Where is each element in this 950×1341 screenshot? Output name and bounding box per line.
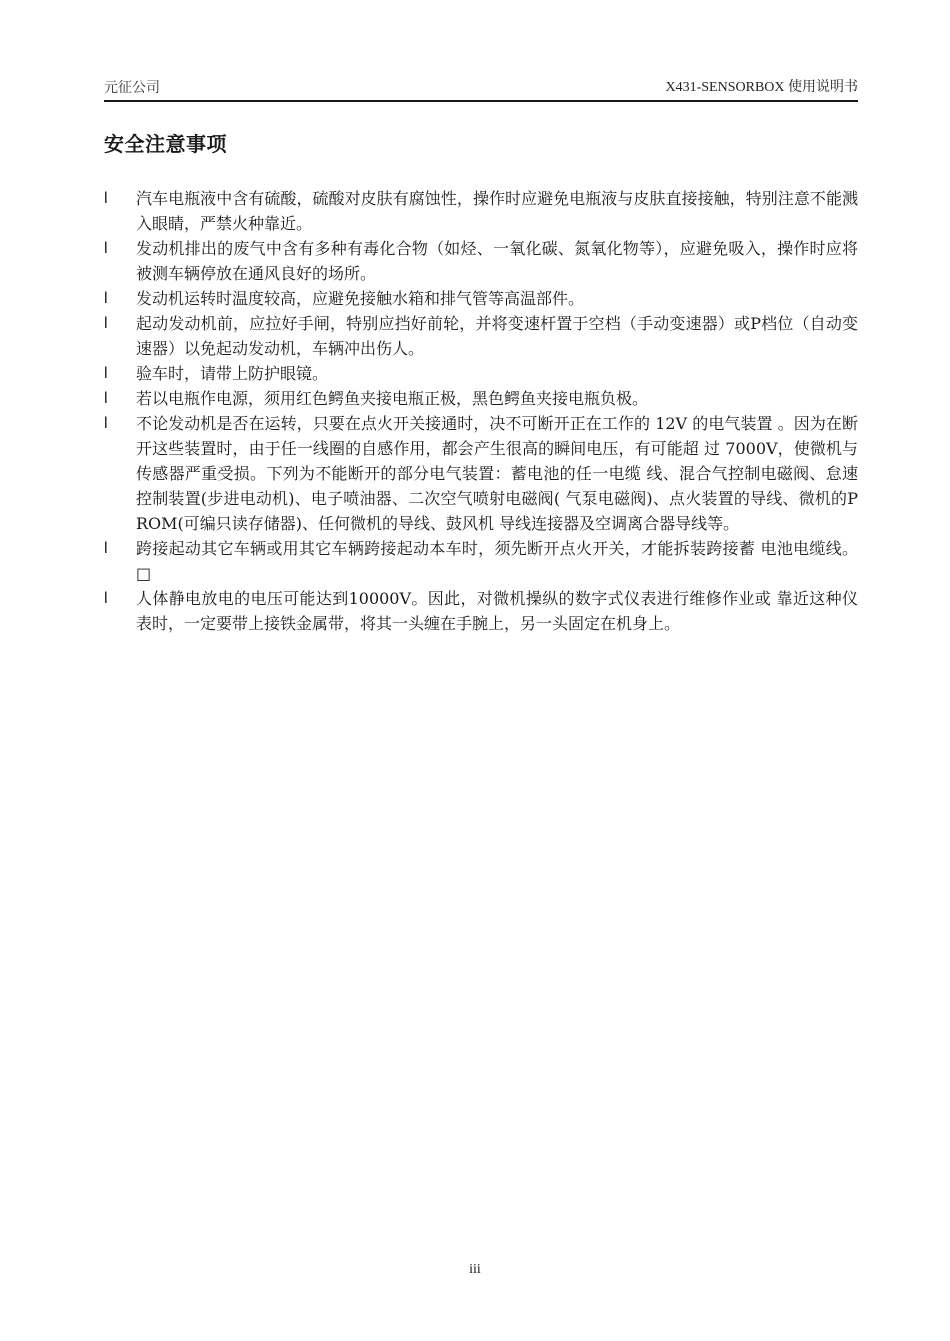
list-item-text: 发动机运转时温度较高，应避免接触水箱和排气管等高温部件。 (136, 289, 585, 308)
list-item-text: 人体静电放电的电压可能达到10000V。因此，对微机操纵的数字式仪表进行维修作业或 靠近这种仪表时，一定要带上接铁金属带，将其一头缠在手腕上，另一头固定在机身上。 (136, 589, 858, 633)
list-item (104, 386, 858, 411)
safety-notes-list (104, 186, 858, 636)
section-title: 安全注意事项 (104, 132, 227, 156)
bullet-icon: l (104, 315, 108, 332)
bullet-icon: l (104, 590, 108, 607)
bullet-icon: l (104, 365, 108, 382)
page-number: iii (469, 1262, 481, 1277)
list-item (104, 536, 858, 586)
list-item-text: 起动发动机前，应拉好手闸，特别应挡好前轮，并将变速杆置于空档（手动变速器）或P档位（自动变速器）以免起动发动机，车辆冲出伤人。 (136, 314, 858, 358)
list-item (104, 236, 858, 286)
header-company-name: 元征公司 (104, 80, 160, 96)
list-item-text: 不论发动机是否在运转，只要在点火开关接通时，决不可断开正在工作的 12V 的电气装置 。因为在断开这些装置时，由于任一线圈的自感作用，都会产生很高的瞬间电压，有可能超 过 7000V，使微机与传感器严重受损。下列为不能断开的部分电气装置：蓄电池的任一电缆 线、混合气控制电磁阀、怠速控制装置(步进电动机)、电子喷油器、二次空气喷射电磁阀( 气泵电磁阀)、点火装置的导线、微机的PROM(可编只读存储器)、任何微机的导线、鼓风机 导线连接器及空调离合器导线等。 (136, 414, 858, 533)
list-item (104, 286, 858, 311)
bullet-icon: l (104, 290, 108, 307)
list-item (104, 311, 858, 361)
list-item (104, 361, 858, 386)
bullet-icon: l (104, 190, 108, 207)
list-item-text: 跨接起动其它车辆或用其它车辆跨接起动本车时，须先断开点火开关，才能拆装跨接蓄 电池电缆线。□ (136, 539, 858, 583)
list-item (104, 186, 858, 236)
bullet-icon: l (104, 240, 108, 257)
bullet-icon: l (104, 540, 108, 557)
list-item (104, 411, 858, 536)
bullet-icon: l (104, 415, 108, 432)
list-item-text: 验车时，请带上防护眼镜。 (136, 364, 329, 383)
bullet-icon: l (104, 390, 108, 407)
header-document-title: X431-SENSORBOX 使用说明书 (665, 80, 858, 95)
list-item-text: 发动机排出的废气中含有多种有毒化合物（如烃、一氧化碳、氮氧化物等），应避免吸入，操作时应将被测车辆停放在通风良好的场所。 (136, 239, 858, 283)
list-item (104, 586, 858, 636)
list-item-text: 汽车电瓶液中含有硫酸，硫酸对皮肤有腐蚀性，操作时应避免电瓶液与皮肤直接接触，特别注意不能溅入眼睛，严禁火种靠近。 (136, 189, 858, 233)
list-item-text: 若以电瓶作电源，须用红色鳄鱼夹接电瓶正极，黑色鳄鱼夹接电瓶负极。 (136, 389, 649, 408)
page-header (104, 78, 858, 102)
